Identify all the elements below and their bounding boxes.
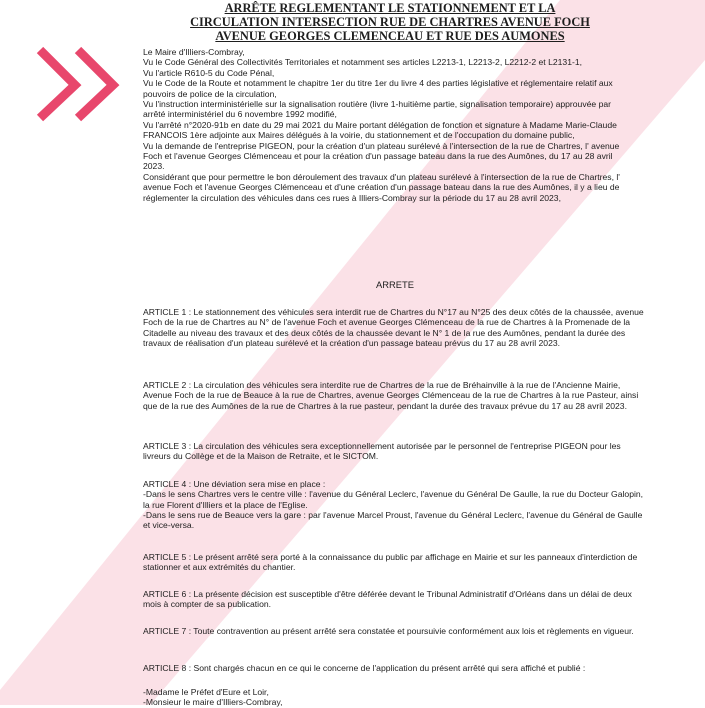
arrete-heading: ARRETE (375, 279, 415, 290)
article-4-text: ARTICLE 4 : Une déviation sera mise en place : (143, 479, 326, 489)
title-line-1: ARRÊTE REGLEMENTANT LE STATIONNEMENT ET LA (224, 1, 556, 15)
article-4-detour-2: -Dans le sens rue de Beauce vers la gare : par l'avenue Marcel Proust, l'avenue du Général Leclerc, l'avenue du Général de Gaulle et vice-versa. (143, 509, 643, 531)
preamble-line: Vu la demande de l'entreprise PIGEON, pour la création d'un plateau surélevé à l'intersection de la rue de Chartres, l' avenue Foch et l'avenue Georges Clémenceau et pour la création d'un passage bateau dans la rue des Aumônes, du 17 au 28 avril 2023. (143, 140, 620, 172)
article-5 (143, 552, 648, 573)
preamble-line: Vu le Code de la Route et notamment le chapitre 1er du titre 1er du livre 4 des parties législative et réglementaire relatif aux pouvoirs de police de la circulation, (143, 78, 613, 99)
recipient-line: -Madame le Préfet d'Eure et Loir, (143, 687, 269, 697)
article-1 (143, 307, 648, 348)
title-line-3: AVENUE GEORGES CLEMENCEAU ET RUE DES AUMONES (215, 29, 565, 43)
article-7-text: ARTICLE 7 : Toute contravention au présent arrêté sera constatée et poursuivie conformément aux lois et règlements en vigueur. (143, 626, 634, 636)
article-8 (143, 663, 648, 673)
preamble-line: Vu l'instruction interministérielle sur la signalisation routière (livre 1-huitième partie, signalisation temporaire) approuvée par arrêté interministériel du 6 novembre 1992 modifié, (143, 99, 611, 120)
article-6-text: ARTICLE 6 : La présente décision est susceptible d'être déférée devant le Tribunal Administratif d'Orléans dans un délai de deux mois à compter de sa publication. (143, 589, 632, 610)
preamble-line: Vu l'arrêté n°2020-91b en date du 29 mai 2021 du Maire portant délégation de fonction et signature à Madame Marie-Claude FRANCOIS 1ère adjointe aux Maires délégués à la voirie, du stationnement et de l'occupation du domaine public, (143, 119, 617, 141)
article-8-text: ARTICLE 8 : Sont chargés chacun en ce qui le concerne de l'application du présent arrêté qui sera affiché et publié : (143, 663, 586, 673)
preamble (143, 47, 633, 203)
title-line-2: CIRCULATION INTERSECTION RUE DE CHARTRES AVENUE FOCH (190, 15, 590, 29)
article-1-text: ARTICLE 1 : Le stationnement des véhicules sera interdit rue de Chartres du N°17 au N°25 des deux côtés de la chaussée, avenue Foch de la rue de Chartres au N° de l'avenue Foch et avenue Georges Clémenceau de la rue de Chartres à la Promenade de la Citadelle au niveau des travaux et des deux côtés de la chaussée devant le N° 1 de la rue des Aumônes, pendant la durée des travaux de réalisation d'un plateau surélevé et la création d'un passage bateau prévus du 17 au 28 avril 2023. (143, 307, 644, 348)
article-5-text: ARTICLE 5 : Le présent arrêté sera porté à la connaissance du public par affichage en Mairie et sur les panneaux d'interdiction de stationner et aux extrémités du chantier. (143, 552, 638, 573)
article-3 (143, 441, 648, 462)
article-7 (143, 626, 648, 636)
article-3-text: ARTICLE 3 : La circulation des véhicules sera exceptionnellement autorisée par le personnel de l'entreprise PIGEON pour les livreurs du Collège et de la Maison de Retraite, et le SICTOM. (143, 441, 621, 462)
article-4-detour-1: -Dans le sens Chartres vers le centre ville : l'avenue du Général Leclerc, l'avenue du Général De Gaulle, la rue du Docteur Galopin, la rue Florent d'Illiers et la place de l'Eglise. (143, 489, 644, 510)
recipient-line: -Monsieur le maire d'Illiers-Combray, (143, 697, 283, 708)
preamble-line: Considérant que pour permettre le bon déroulement des travaux d'un plateau surélevé à l'intersection de la rue de Chartres, l' avenue Foch et l'avenue Georges Clémenceau et d'une création d'un passage bateau dans la rue des Aumônes, il y a lieu de réglementer la circulation des véhicules dans ces rues à Illiers-Combray sur la période du 17 au 28 avril 2023, (143, 171, 620, 203)
preamble-line: Vu le Code Général des Collectivités Territoriales et notamment ses articles L2213-1, L2213-2, L2212-2 et L2131-1, (143, 57, 583, 68)
preamble-line: Vu l'article R610-5 du Code Pénal, (143, 67, 275, 78)
article-2 (143, 380, 648, 411)
article-4 (143, 479, 648, 530)
preamble-line: Le Maire d'Illiers-Combray, (143, 47, 245, 57)
article-2-text: ARTICLE 2 : La circulation des véhicules sera interdite rue de Chartres de la rue de Bréhainville à la rue de l'Ancienne Mairie, Avenue Foch de la rue de Beauce à la rue de Chartres, avenue Georges Clémenceau de la rue de Chartres à la rue Pasteur, ainsi que de la rue des Aumônes de la rue de Chartres à la rue pasteur, pendant la durée des travaux prévue du 17 au 28 avril 2023. (143, 380, 639, 411)
article-6 (143, 589, 648, 610)
